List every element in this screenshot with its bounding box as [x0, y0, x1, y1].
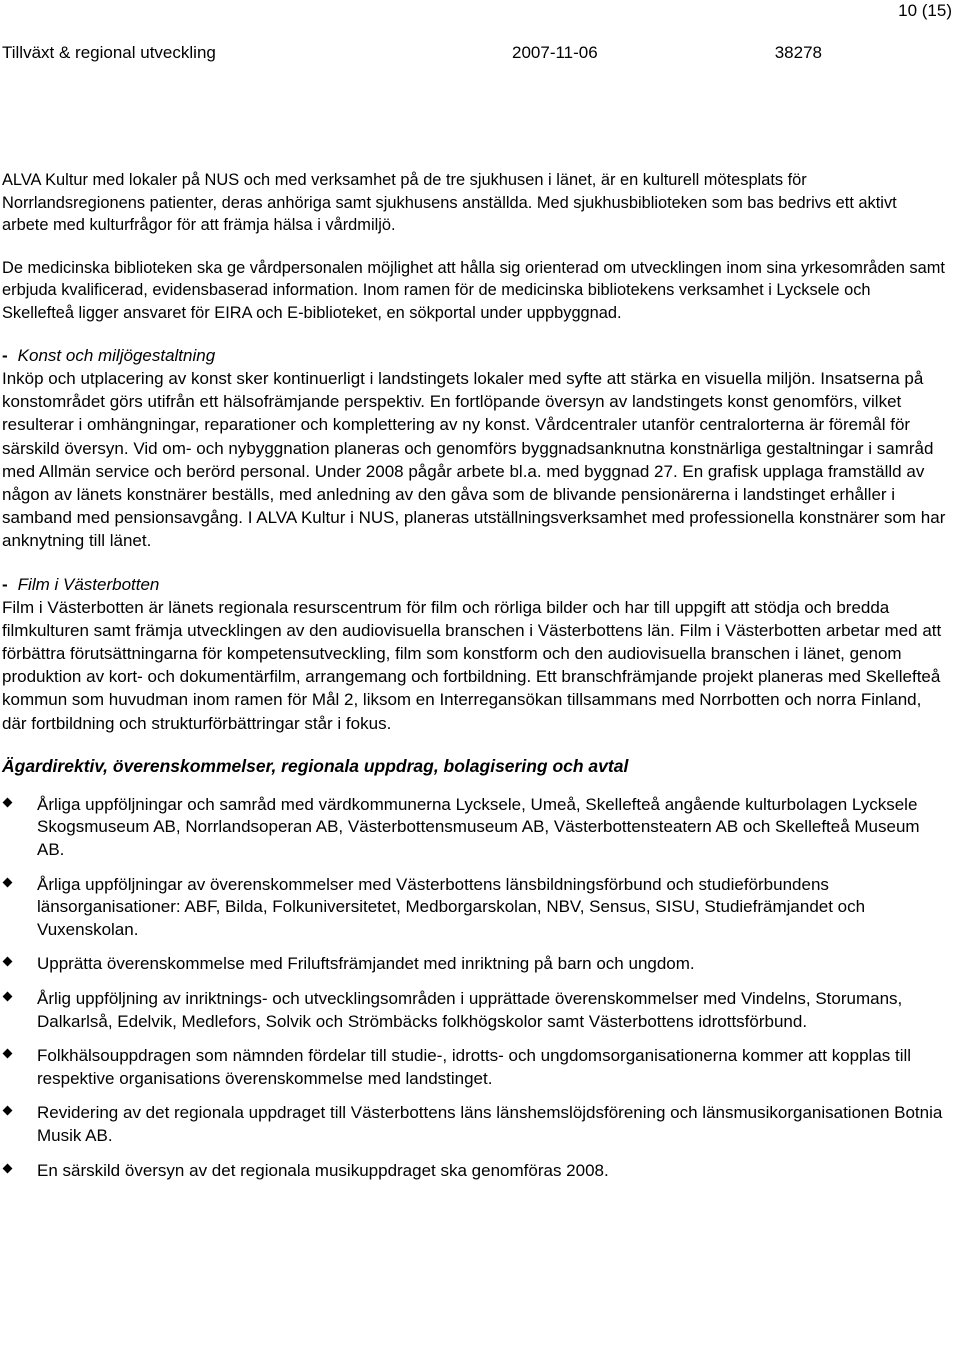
diamond-bullet-icon [3, 1106, 13, 1116]
agardirektiv-heading: Ägardirektiv, överenskommelser, regionala uppdrag, bolagisering och avtal [2, 755, 629, 776]
paragraph-medicinska-bibliotek: De medicinska biblioteken ska ge vårdpersonalen möjlighet att hålla sig orienterad om utvecklingen inom sina yrkesområden samt erbjuda kvalificerad, evidensbaserad information. Inom ramen för de medicinska bibliotekens verksamhet i Lycksele och Skellefteå ligger ansvaret för EIRA och E-biblioteket, en sökportal under uppbyggnad. [2, 258, 945, 322]
diamond-bullet-icon [3, 1049, 13, 1059]
header-title: Tillväxt & regional utveckling [2, 43, 216, 62]
section-film-title: Film i Västerbotten [17, 574, 160, 594]
diamond-bullet-icon [3, 1163, 13, 1173]
list-item: Årliga uppföljningar och samråd med värdkommunerna Lycksele, Umeå, Skellefteå angående kulturbolagen Lycksele Skogsmuseum AB, Norrlandsoperan AB, Västerbottensmuseum AB, Västerbottensteatern AB och Skellefteå Museum AB. [2, 794, 947, 862]
section-konst-title: Konst och miljögestaltning [17, 346, 216, 365]
document-body [2, 169, 947, 1182]
list-item: En särskild översyn av det regionala musikuppdraget ska genomföras 2008. [2, 1160, 947, 1183]
list-item: Revidering av det regionala uppdraget till Västerbottens läns länshemslöjdsförening och länsmusikorganisationen Botnia Musik AB. [2, 1102, 947, 1147]
agardirektiv-list [2, 794, 947, 1182]
diamond-bullet-icon [3, 797, 13, 807]
paragraph-alva: ALVA Kultur med lokaler på NUS och med verksamhet på de tre sjukhusen i länet, är en kulturell mötesplats för Norrlandsregionens patienter, deras anhöriga samt sjukhusens anställda. Med sjukhusbiblioteken som bas bedrivs ett aktivt arbete med kulturfrågor för att främja hälsa i vårdmiljö. [2, 171, 897, 234]
section-film-body: Film i Västerbotten är länets regionala resurscentrum för film och rörliga bilder och har till uppgift att stödja och bredda filmkulturen samt främja utvecklingen av den audiovisuella branschen i Västerbottens län. Film i Västerbotten arbetar med att förbättra förutsättningarna för kompetensutveckling, film som konstform och den audiovisuella branschen i länet, genom produktion av kort- och dokumentärfilm, arrangemang och fortbildning. Ett branschfrämjande projekt planeras med Skellefteå kommun som huvudman inom ramen för Mål 2, liksom en Interregansökan tillsammans med Norrbotten och norra Finland, där fortbildning och strukturförbättringar står i fokus. [2, 597, 942, 733]
section-konst-body: Inköp och utplacering av konst sker kontinuerligt i landstingets lokaler med syfte att stärka en visuella miljön. Insatserna på konstområdet görs utifrån ett hälsofrämjande perspektiv. En fortlöpande översyn av landstingets konst genomförs, vilket resulterar i omhängningar, reparationer och komplettering av ny konst. Vårdcentraler utanför centralorterna är föremål för särskild översyn. Vid om- och nybyggnation planeras och genomförs byggnadsanknutna konstnärliga gestaltningar i samråd med Allmän service och berörd personal. Under 2008 pågår arbete bl.a. med byggnad 27. En grafisk upplaga framställd av någon av länets konstnärer beställs, med anledning av den gåva som de blivande pensionärerna i landstinget erhåller i samband med pensionsavgång. I ALVA Kultur i NUS, planeras utställningsverksamhet med professionella konstnärer som har anknytning till länet. [2, 369, 946, 551]
header-doc-number: 38278 [774, 43, 822, 62]
header-date: 2007-11-06 [512, 43, 598, 62]
list-item: Årliga uppföljningar av överenskommelser med Västerbottens länsbildningsförbund och studieförbundens länsorganisationer: ABF, Bilda, Folkuniversitetet, Medborgarskolan, NBV, Sensus, SISU, Studiefrämjandet och Vuxenskolan. [2, 874, 947, 942]
list-item: Folkhälsouppdragen som nämnden fördelar till studie-, idrotts- och ungdomsorganisationerna kommer att kopplas till respektive organisations överenskommelse med landstinget. [2, 1045, 947, 1090]
list-item: Upprätta överenskommelse med Friluftsfrämjandet med inriktning på barn och ungdom. [2, 953, 947, 976]
section-konst-dash: - [2, 346, 8, 365]
diamond-bullet-icon [3, 957, 13, 967]
section-konst-heading [2, 344, 947, 367]
section-film-dash: - [2, 574, 8, 594]
section-film-heading [2, 573, 947, 596]
list-item: Årlig uppföljning av inriktnings- och utvecklingsområden i upprättade överenskommelser med Vindelns, Storumans, Dalkarlså, Edelvik, Medlefors, Solvik och Strömbäcks folkhögskolor samt Västerbottens idrottsförbund. [2, 988, 947, 1033]
page-number: 10 (15) [898, 1, 952, 20]
diamond-bullet-icon [3, 877, 13, 887]
diamond-bullet-icon [3, 992, 13, 1002]
